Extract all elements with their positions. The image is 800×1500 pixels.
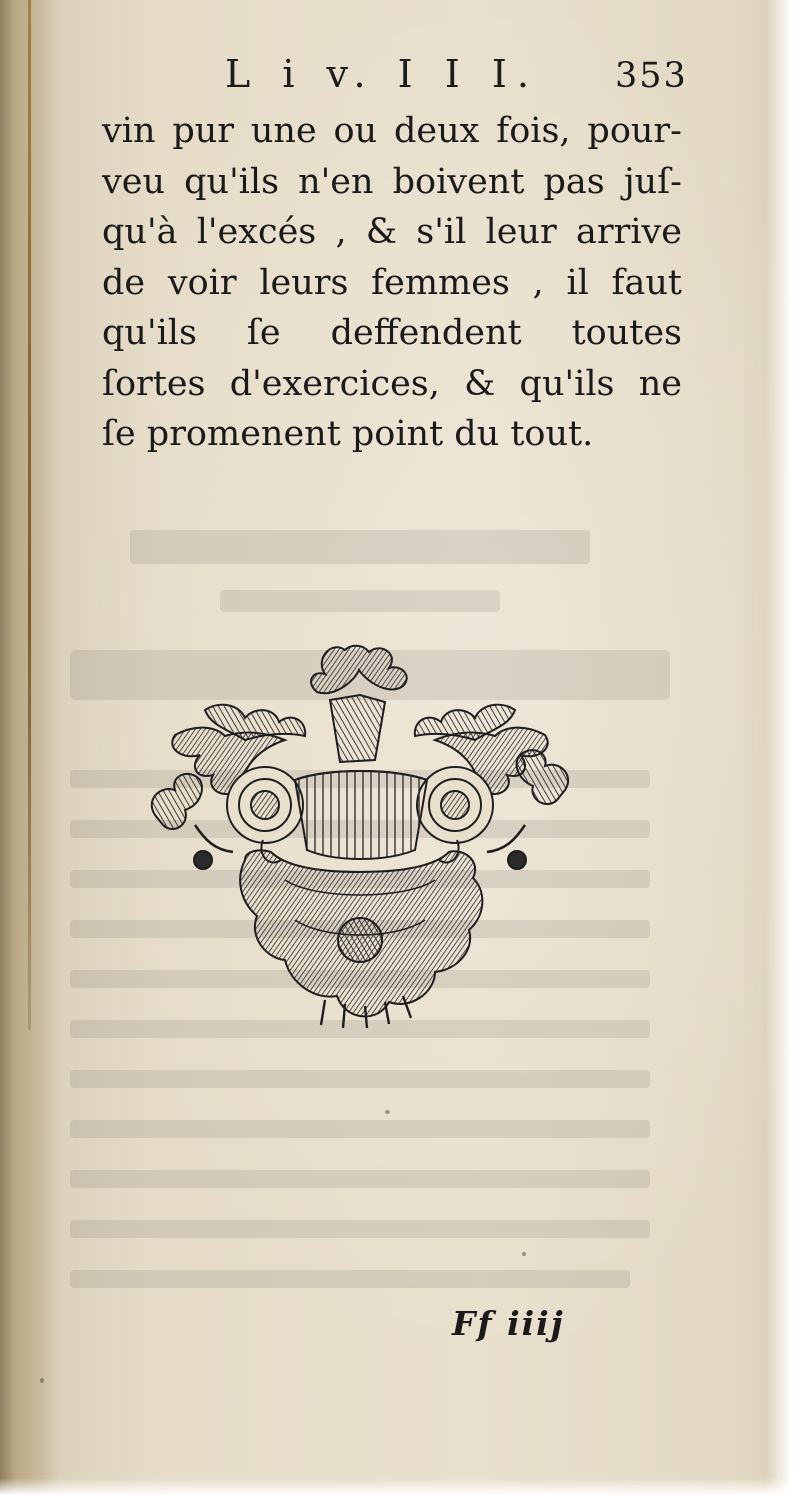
floral-urn-vignette-icon xyxy=(145,640,575,1030)
text-line: qu'à l'excés , & s'il leur arrive xyxy=(102,212,682,252)
text-line: ſortes d'exercices, & qu'ils ne xyxy=(102,363,682,404)
paper-speck xyxy=(522,1252,526,1256)
text-line: de voir leurs femmes , il faut xyxy=(102,262,682,303)
page-number: 353 xyxy=(615,56,688,96)
running-head: L i v. I I I. xyxy=(225,52,539,96)
paper-speck xyxy=(385,1110,390,1114)
spine-edge xyxy=(28,0,31,1030)
page-right-edge xyxy=(766,0,800,1500)
text-line: qu'ils ſe deffendent toutes xyxy=(102,313,682,353)
page-header xyxy=(100,52,700,108)
text-line: veu qu'ils n'en boivent pas juſ- xyxy=(102,161,682,202)
paper-speck xyxy=(40,1378,44,1383)
signature-mark: Ff iiij xyxy=(452,1304,565,1343)
page-bottom-edge xyxy=(0,1478,800,1500)
text-line: vin pur une ou deux fois, pour- xyxy=(102,111,682,151)
text-line: ſe promenent point du tout. xyxy=(102,414,594,454)
body-text xyxy=(102,106,682,460)
